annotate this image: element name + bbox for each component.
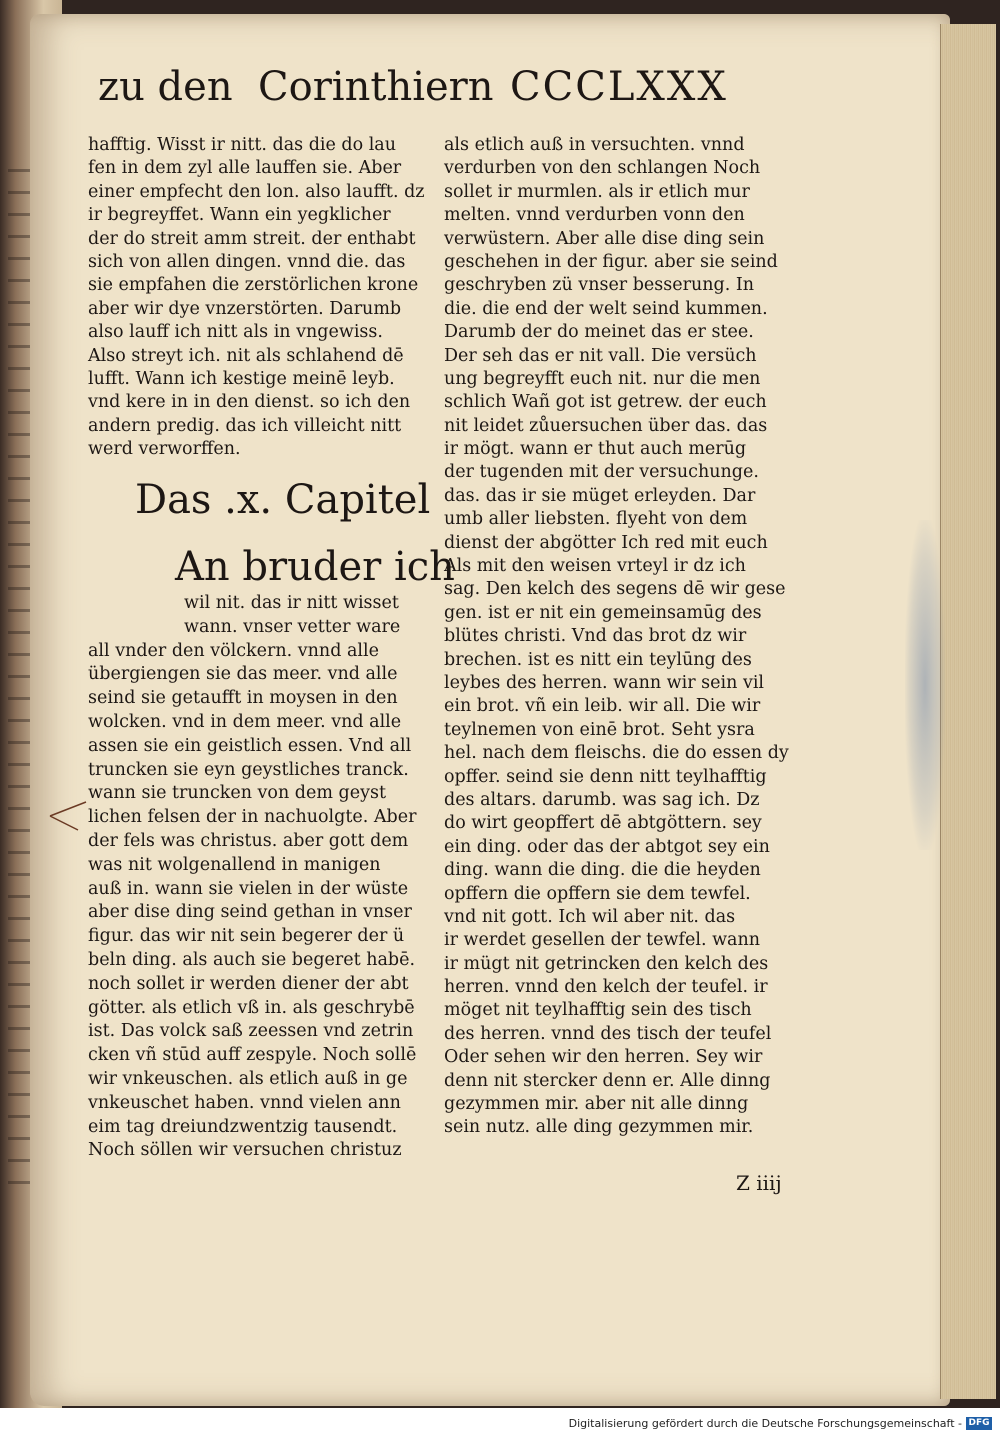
- text-line: eim tag dreiundzwentzig tausendt.: [88, 1116, 398, 1137]
- text-line: also lauff ich nitt als in vngewiss.: [88, 322, 383, 343]
- text-line: blütes christi. Vnd das brot dz wir: [444, 626, 747, 647]
- header-title: Corinthiern: [258, 64, 494, 110]
- text-line: auß in. wann sie vielen in der wüste: [88, 878, 409, 899]
- text-line: ir mügt nit getrincken den kelch des: [444, 953, 769, 974]
- text-line: ung begreyfft euch nit. nur die men: [444, 368, 761, 389]
- text-line: Also streyt ich. nit als schlahend dē: [88, 345, 404, 366]
- text-line: dienst der abgötter Ich red mit euch: [444, 532, 768, 553]
- signature-mark: Z iiij: [736, 1171, 782, 1195]
- text-line: werd verworffen.: [88, 439, 241, 460]
- text-line: seind sie getaufft in moysen in den: [88, 688, 398, 709]
- text-line: opffer. seind sie denn nitt teylhafftig: [444, 766, 767, 787]
- marginal-pointer-mark: [48, 796, 88, 836]
- text-line: sie empfahen die zerstörlichen krone: [88, 275, 419, 296]
- header-left: zu den: [98, 64, 233, 110]
- text-line: die. die end der welt seind kummen.: [444, 298, 768, 319]
- text-line: gezymmen mir. aber nit alle dinng: [444, 1094, 749, 1115]
- text-line: leybes des herren. wann wir sein vil: [444, 672, 765, 693]
- text-line: geschehen in der figur. aber sie seind: [444, 251, 778, 272]
- text-line: Als mit den weisen vrteyl ir dz ich: [444, 556, 746, 577]
- text-line: vnd nit gott. Ich wil aber nit. das: [444, 906, 736, 927]
- text-line: umb aller liebsten. flyeht von dem: [444, 509, 748, 530]
- text-line: all vnder den völckern. vnnd alle: [88, 640, 379, 661]
- text-line: ist. Das volck saß zeessen vnd zetrin: [88, 1021, 414, 1042]
- running-header: [98, 62, 728, 118]
- text-line: lichen felsen der in nachuolgte. Aber: [88, 807, 417, 828]
- text-line: wil nit. das ir nitt wisset: [184, 593, 399, 613]
- text-line: sein nutz. alle ding gezymmen mir.: [444, 1117, 754, 1138]
- text-line: des altars. darumb. was sag ich. Dz: [444, 789, 760, 810]
- digitization-footer: [0, 1408, 1000, 1440]
- text-line: das. das ir sie müget erleyden. Dar: [444, 485, 756, 506]
- chapter-heading: Das .x. Capitel: [135, 477, 431, 523]
- text-line: als etlich auß in versuchten. vnnd: [444, 135, 745, 155]
- text-line: sich von allen dingen. vnnd die. das: [88, 251, 406, 272]
- folio-number: CCCLXXX: [510, 64, 728, 110]
- text-line: übergiengen sie das meer. vnd alle: [88, 664, 398, 685]
- text-line: der do streit amm streit. der enthabt: [88, 228, 416, 249]
- right-column: [444, 134, 789, 1140]
- text-line: ein brot. vñ ein leib. wir all. Die wir: [444, 696, 761, 717]
- text-line: Noch söllen wir versuchen christuz: [88, 1140, 402, 1161]
- text-line: beln ding. als auch sie begeret habē.: [88, 949, 416, 970]
- text-line: ein ding. oder das der abtgot sey ein: [444, 836, 770, 857]
- text-line: Oder sehen wir den herren. Sey wir: [444, 1047, 763, 1068]
- text-line: gen. ist er nit ein gemeinsamūg des: [444, 602, 762, 623]
- left-column-top: [88, 134, 425, 461]
- text-line: herren. vnnd den kelch der teufel. ir: [444, 977, 768, 998]
- text-line: lufft. Wann ich kestige meinē leyb.: [88, 368, 395, 389]
- text-line: figur. das wir nit sein begerer der ü: [88, 926, 405, 947]
- text-line: hafftig. Wisst ir nitt. das die do lau: [88, 135, 397, 155]
- text-line: was nit wolgenallend in manigen: [88, 854, 381, 875]
- text-line: möget nit teylhafftig sein des tisch: [444, 1000, 752, 1021]
- text-line: andern predig. das ich villeicht nitt: [88, 415, 402, 436]
- text-line: ding. wann die ding. die die heyden: [444, 860, 761, 881]
- text-line: do wirt geopffert dē abtgöttern. sey: [444, 813, 762, 834]
- left-column-bottom: [88, 592, 428, 1163]
- text-line: schlich Wañ got ist getrew. der euch: [444, 392, 767, 413]
- text-line: vnkeuschet haben. vnnd vielen ann: [88, 1092, 401, 1113]
- text-line: wir vnkeuschen. als etlich auß in ge: [88, 1068, 408, 1089]
- text-line: wann. vnser vetter ware: [184, 616, 401, 637]
- text-line: der fels was christus. aber gott dem: [88, 830, 409, 851]
- text-line: verdurben von den schlangen Noch: [444, 158, 761, 179]
- text-line: der tugenden mit der versuchunge.: [444, 462, 759, 483]
- text-line: cken vñ stūd auff zespyle. Noch sollē: [88, 1045, 417, 1066]
- text-line: sag. Den kelch des segens dē wir gese: [444, 579, 786, 600]
- text-line: ir begreyffet. Wann ein yegklicher: [88, 205, 391, 226]
- text-line: Darumb der do meinet das er stee.: [444, 322, 754, 343]
- text-line: hel. nach dem fleischs. die do essen dy: [444, 743, 789, 764]
- text-line: melten. vnnd verdurben vonn den: [444, 205, 745, 226]
- text-line: des herren. vnnd des tisch der teufel: [444, 1023, 772, 1044]
- footer-credit: Digitalisierung gefördert durch die Deutsche Forschungsgemeinschaft -: [568, 1417, 962, 1430]
- text-line: truncken sie eyn geystliches tranck.: [88, 759, 409, 780]
- text-line: ir mögt. wann er thut auch merūg: [444, 439, 747, 460]
- page-stack-edge: [940, 24, 996, 1399]
- text-line: teylnemen von einē brot. Seht ysra: [444, 719, 755, 740]
- text-line: denn nit stercker denn er. Alle dinng: [444, 1070, 771, 1091]
- text-line: sollet ir murmlen. als ir etlich mur: [444, 181, 750, 202]
- text-line: opffern die opffern sie dem tewfel.: [444, 883, 751, 904]
- text-line: fen in dem zyl alle lauffen sie. Aber: [88, 158, 402, 179]
- text-line: verwüstern. Aber alle dise ding sein: [444, 228, 765, 249]
- text-line: ir werdet gesellen der tewfel. wann: [444, 930, 761, 951]
- text-line: einer empfecht den lon. also laufft. dz: [88, 181, 425, 202]
- text-line: assen sie ein geistlich essen. Vnd all: [88, 735, 412, 756]
- text-line: aber dise ding seind gethan in vnser: [88, 902, 412, 923]
- text-line: nit leidet zůuersuchen über das. das: [444, 415, 768, 436]
- text-line: geschryben zü vnser besserung. In: [444, 275, 755, 296]
- text-line: noch sollet ir werden diener der abt: [88, 973, 409, 994]
- text-line: wann sie truncken von dem geyst: [88, 783, 386, 804]
- chapter-opening-line: An bruder ich: [175, 544, 455, 590]
- text-line: brechen. ist es nitt ein teylūng des: [444, 649, 752, 670]
- text-line: vnd kere in in den dienst. so ich den: [88, 392, 411, 413]
- text-line: götter. als etlich vß in. als geschrybē: [88, 997, 415, 1018]
- dfg-logo[interactable]: DFG: [966, 1417, 992, 1430]
- text-line: Der seh das er nit vall. Die versüch: [444, 345, 757, 366]
- text-line: aber wir dye vnzerstörten. Darumb: [88, 298, 402, 319]
- text-line: wolcken. vnd in dem meer. vnd alle: [88, 711, 402, 732]
- ink-stain: [905, 520, 945, 850]
